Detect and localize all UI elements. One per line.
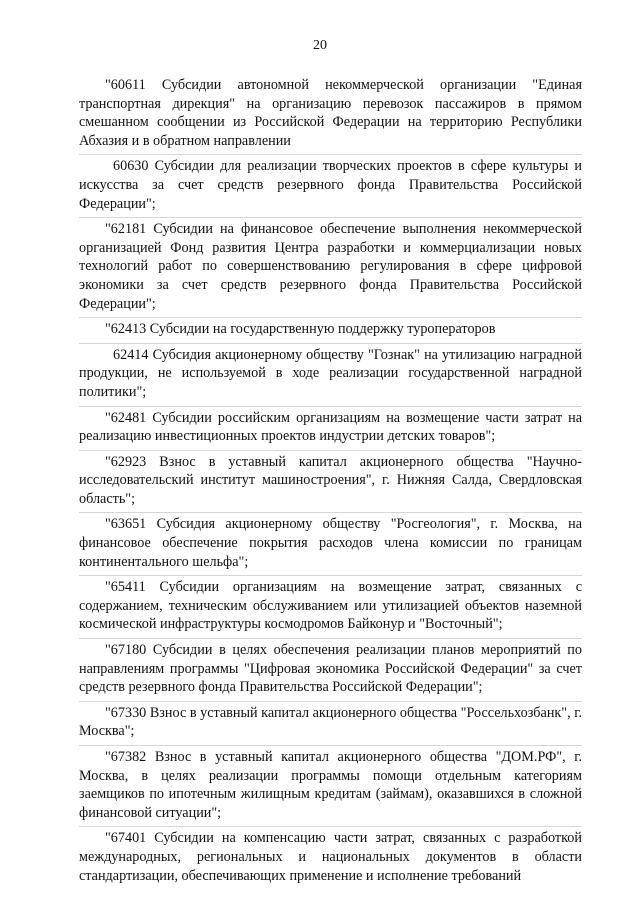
document-body xyxy=(79,76,582,889)
paragraph-62181: "62181 Субсидии на финансовое обеспечение выполнения некоммерческой организацией Фонд развития Центра разработки и коммерциализации новых технологий работ по совершенствованию регулирования в сфере цифровой экономики за счет средств резервного фонда Правительства Российской Федерации"; xyxy=(79,217,582,313)
paragraph-62923: "62923 Взнос в уставный капитал акционерного общества "Научно-исследовательский институт машиностроения", г. Нижняя Салда, Свердловская область"; xyxy=(79,450,582,509)
paragraph-60630: 60630 Субсидии для реализации творческих проектов в сфере культуры и искусства за счет средств резервного фонда Правительства Российской Федерации"; xyxy=(79,154,582,213)
paragraph-67401: "67401 Субсидии на компенсацию части затрат, связанных с разработкой международных, региональных и национальных документов в области стандартизации, обеспечивающих применение и исполнение требований xyxy=(79,826,582,885)
paragraph-65411: "65411 Субсидии организациям на возмещение затрат, связанных с содержанием, техническим обслуживанием или утилизацией объектов наземной космической инфраструктуры космодромов Байконур и "Восточный"; xyxy=(79,575,582,634)
paragraph-67330: "67330 Взнос в уставный капитал акционерного общества "Россельхозбанк", г. Москва"; xyxy=(79,701,582,741)
paragraph-67382: "67382 Взнос в уставный капитал акционерного общества "ДОМ.РФ", г. Москва, в целях реализации программы помощи отдельным категориям заемщиков по ипотечным жилищным кредитам (займам), оказавшихся в сложной финансовой ситуации"; xyxy=(79,745,582,822)
paragraph-60611: "60611 Субсидии автономной некоммерческой организации "Единая транспортная дирекция" на организацию перевозок пассажиров в прямом смешанном сообщении из Российской Федерации на территорию Республики Абхазия и в обратном направлении xyxy=(79,77,582,149)
paragraph-67180: "67180 Субсидии в целях обеспечения реализации планов мероприятий по направлениям программы "Цифровая экономика Российской Федерации" за счет средств резервного фонда Правительства Российской Федерации"; xyxy=(79,638,582,697)
paragraph-62481: "62481 Субсидии российским организациям на возмещение части затрат на реализацию инвестиционных проектов индустрии детских товаров"; xyxy=(79,406,582,446)
page-number: 20 xyxy=(313,38,327,53)
paragraph-62413: "62413 Субсидии на государственную поддержку туроператоров xyxy=(79,317,582,339)
paragraph-63651: "63651 Субсидия акционерному обществу "Росгеология", г. Москва, на финансовое обеспечение покрытия расходов члена комиссии по границам континентального шельфа"; xyxy=(79,512,582,571)
paragraph-62414: 62414 Субсидия акционерному обществу "Гознак" на утилизацию наградной продукции, не используемой в ходе реализации государственной наградной политики"; xyxy=(79,343,582,402)
